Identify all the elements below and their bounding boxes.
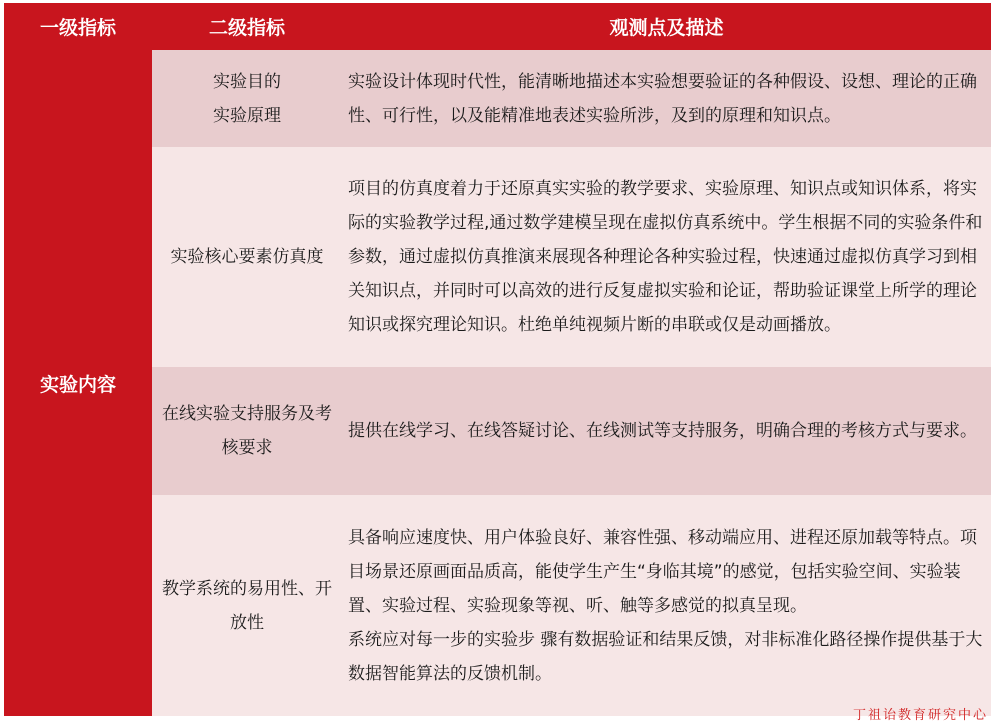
level2-line: 核要求 bbox=[221, 438, 273, 458]
level2-line: 教学系统的易用性、开 bbox=[162, 578, 332, 599]
indicator-table bbox=[4, 3, 991, 716]
watermark-text: 丁祖诒教育研究中心 bbox=[852, 708, 988, 723]
level2-cell bbox=[152, 50, 342, 147]
description-cell bbox=[342, 367, 991, 495]
level2-line: 实验核心要素仿真度 bbox=[170, 247, 324, 267]
indicator-table-frame bbox=[4, 3, 991, 716]
level2-line: 实验目的 bbox=[213, 71, 281, 92]
table-row bbox=[4, 495, 991, 716]
level2-line: 实验原理 bbox=[213, 105, 281, 126]
header-description: 观测点及描述 bbox=[609, 17, 724, 39]
description-paragraph: 项目的仿真度着力于还原真实实验的教学要求、实验原理、知识点或知识体系，将实际的实验教学过程,通过数学建模呈现在虚拟仿真系统中。学生根据不同的实验条件和参数，通过虚拟仿真推演来展现各种理论各种实验过程，快速通过虚拟仿真学习到相关知识点，并同时可以高效的进行反复虚拟实验和论证，帮助验证课堂上所学的理论知识或探究理论知识。杜绝单纯视频片断的串联或仅是动画播放。 bbox=[348, 179, 983, 335]
table-row bbox=[4, 367, 991, 495]
level2-line: 在线实验支持服务及考 bbox=[162, 404, 332, 424]
header-level2: 二级指标 bbox=[208, 17, 285, 39]
level2-cell bbox=[152, 147, 342, 367]
table-row bbox=[4, 147, 991, 367]
description-paragraph: 系统应对每一步的实验步 骤有数据验证和结果反馈，对非标准化路径操作提供基于大数据智能算法的反馈机制。 bbox=[348, 629, 983, 684]
description-paragraph: 提供在线学习、在线答疑讨论、在线测试等支持服务，明确合理的考核方式与要求。 bbox=[348, 421, 977, 441]
description-cell bbox=[342, 50, 991, 147]
description-paragraph: 具备响应速度快、用户体验良好、兼容性强、移动端应用、进程还原加载等特点。项目场景还原画面品质高，能使学生产生“身临其境”的感觉，包括实验空间、实验装置、实验过程、实验现象等视、听、触等多感觉的拟真呈现。 bbox=[348, 527, 977, 616]
table-header-row bbox=[4, 3, 991, 50]
level2-cell bbox=[152, 367, 342, 495]
level2-line: 放性 bbox=[230, 612, 264, 633]
header-level1: 一级指标 bbox=[39, 17, 116, 39]
description-cell bbox=[342, 495, 991, 716]
level2-cell bbox=[152, 495, 342, 716]
table-row bbox=[4, 50, 991, 147]
description-paragraph: 实验设计体现时代性，能清晰地描述本实验想要验证的各种假设、设想、理论的正确性、可行性，以及能精准地表述实验所涉，及到的原理和知识点。 bbox=[348, 71, 977, 126]
level1-cell: 实验内容 bbox=[4, 50, 152, 716]
description-cell bbox=[342, 147, 991, 367]
